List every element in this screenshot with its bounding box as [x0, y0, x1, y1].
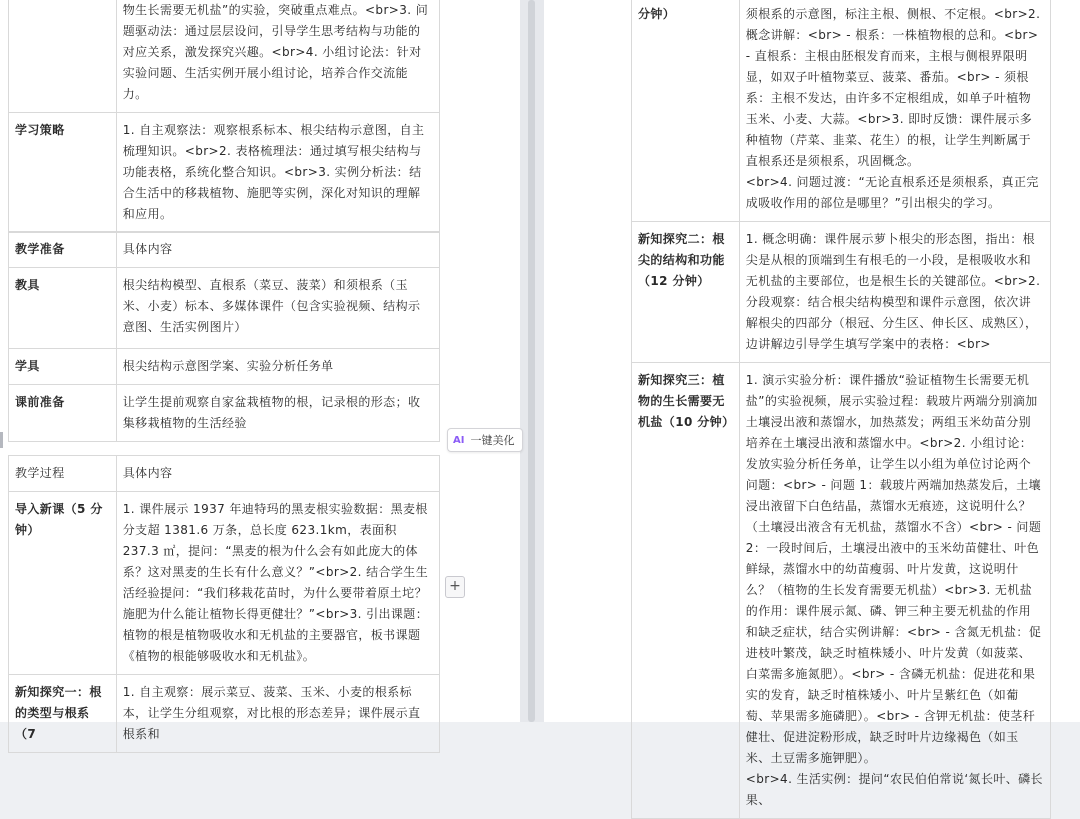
- row-key: [9, 0, 117, 113]
- table-row: [9, 675, 440, 753]
- table-header-row: [9, 232, 440, 268]
- table-row: [9, 349, 440, 385]
- row-paragraph: 1. 概念明确：课件展示萝卜根尖的形态图，指出：根尖是从根的顶端到生有根毛的一小段，是根吸收水和无机盐的主要部位，也是根生长的关键部位。<br>2. 分段观察：结合根尖结构模型和课件示意图，依次讲解根尖的四部分（根冠、分生区、伸长区、成熟区），边讲解边引导学生填写学案中的表格：<br>: [745, 232, 1041, 351]
- row-text: 1. 自主观察：展示菜豆、菠菜、玉米、小麦的根系标本，让学生分组观察，对比根的形态差异；课件展示直根系和: [116, 675, 439, 753]
- row-text: 1. 自主观察法：观察根系标本、根尖结构示意图，自主梳理知识。<br>2. 表格梳理法：通过填写根尖结构与功能表格，系统化整合知识。<br>3. 实例分析法：结合生活中的移栽植物、施肥等实例，深化对知识的理解和应用。: [116, 113, 439, 233]
- row-key: 导入新课（5 分钟）: [9, 492, 117, 675]
- page-edge-handle[interactable]: [0, 432, 3, 448]
- header-key: 教学准备: [9, 232, 117, 268]
- header-text: 具体内容: [116, 456, 439, 492]
- row-text: [739, 0, 1050, 222]
- row-key: 新知探究二：根尖的结构和功能（12 分钟）: [632, 222, 740, 363]
- table-row: [9, 385, 440, 442]
- row-key: 学习策略: [9, 113, 117, 233]
- row-paragraph: 须根系的示意图，标注主根、侧根、不定根。<br>2. 概念讲解：<br> - 根系：一株植物根的总和。<br> - 直根系：主根由胚根发育而来，主根与侧根界限明显，如双子叶植物菜豆、菠菜、番茄。<br> - 须根系：主根不发达，由许多不定根组成，如单子叶植物玉米、小麦、大蒜。<br>3. 即时反馈：课件展示多种植物（芹菜、韭菜、花生）的根，让学生判断属于直根系还是须根系，巩固概念。: [745, 7, 1041, 168]
- row-text: 物生长需要无机盐”的实验，突破重点难点。<br>3. 问题驱动法：通过层层设问，引导学生思考结构与功能的对应关系，激发探究兴趣。<br>4. 小组讨论法：针对实验问题、生活实例开展小组讨论，培养合作交流能力。: [116, 0, 439, 113]
- beautify-label: 一键美化: [470, 434, 515, 447]
- row-paragraph: <br>4. 生活实例：提问“农民伯伯常说‘氮长叶、磷长果、: [745, 772, 1043, 807]
- header-text: 具体内容: [116, 232, 439, 268]
- table-row: [9, 492, 440, 675]
- row-key: 学具: [9, 349, 117, 385]
- row-text: [739, 363, 1050, 819]
- ai-icon: AI: [453, 434, 465, 446]
- table-row: [632, 0, 1051, 222]
- row-text: 根尖结构示意图学案、实验分析任务单: [116, 349, 439, 385]
- row-text: 1. 课件展示 1937 年迪特玛的黑麦根实验数据：黑麦根分支超 1381.6 万条，总长度 623.1km，表面积 237.3 ㎡，提问：“黑麦的根为什么会有如此庞大的体系？这对黑麦的生长有什么意义？”<br>2. 结合学生生活经验提问：“我们移栽花苗时，为什么要带着原土坨？施肥为什么能让植物长得更健壮？”<br>3. 引出课题：植物的根是植物吸收水和无机盐的主要器官，板书课题《植物的根能够吸收水和无机盐》。: [116, 492, 439, 675]
- row-text: [739, 222, 1050, 363]
- document-page-left: [0, 0, 520, 741]
- process-table: [8, 455, 440, 753]
- ai-beautify-button[interactable]: [447, 428, 523, 452]
- table-row: [9, 0, 440, 113]
- add-block-button[interactable]: +: [445, 576, 465, 598]
- strategy-table: [8, 0, 440, 233]
- table-row: [632, 222, 1051, 363]
- scrollbar[interactable]: [528, 0, 535, 722]
- table-header-row: [9, 456, 440, 492]
- row-key: 新知探究三：植物的生长需要无机盐（10 分钟）: [632, 363, 740, 819]
- row-key: 课前准备: [9, 385, 117, 442]
- table-row: [632, 363, 1051, 819]
- row-paragraph: 1. 演示实验分析：课件播放“验证植物生长需要无机盐”的实验视频，展示实验过程：载玻片两端分别滴加土壤浸出液和蒸馏水，加热蒸发；两组玉米幼苗分别培养在土壤浸出液和蒸馏水中。<br>2. 小组讨论：发放实验分析任务单，让学生以小组为单位讨论两个问题：<br> - 问题 1：载玻片两端加热蒸发后，土壤浸出液留下白色结晶，蒸馏水无痕迹，这说明什么？（土壤浸出液含有无机盐，蒸馏水不含）<br> - 问题 2：一段时间后，土壤浸出液中的玉米幼苗健壮、叶色鲜绿，蒸馏水中的幼苗瘦弱、叶片发黄，这说明什么？（植物的生长发育需要无机盐）<br>3. 无机盐的作用：课件展示氮、磷、钾三种主要无机盐的作用和缺乏症状，结合实例讲解：<br> - 含氮无机盐：促进枝叶繁茂，缺乏时植株矮小、叶片发黄（如菠菜、白菜需多施氮肥）。<br> - 含磷无机盐：促进花和果实的发育，缺乏时植株矮小、叶片呈紫红色（如葡萄、苹果需多施磷肥）。<br> - 含钾无机盐：使茎秆健壮、促进淀粉形成，缺乏时叶片边缘褐色（如玉米、土豆需多施钾肥）。: [745, 373, 1042, 765]
- row-key: 教具: [9, 268, 117, 349]
- preparation-table: [8, 231, 440, 442]
- row-paragraph: <br>4. 问题过渡：“无论直根系还是须根系，真正完成吸收作用的部位是哪里？”引出根尖的学习。: [745, 175, 1039, 210]
- document-page-right: [544, 0, 1080, 807]
- row-key: 分钟）: [632, 0, 740, 222]
- table-row: [9, 268, 440, 349]
- table-row: [9, 113, 440, 233]
- process-table-continued: [631, 0, 1051, 819]
- row-text: 让学生提前观察自家盆栽植物的根，记录根的形态；收集移栽植物的生活经验: [116, 385, 439, 442]
- row-key: 新知探究一：根的类型与根系（7: [9, 675, 117, 753]
- row-text: 根尖结构模型、直根系（菜豆、菠菜）和须根系（玉米、小麦）标本、多媒体课件（包含实验视频、结构示意图、生活实例图片）: [116, 268, 439, 349]
- header-key: 教学过程: [9, 456, 117, 492]
